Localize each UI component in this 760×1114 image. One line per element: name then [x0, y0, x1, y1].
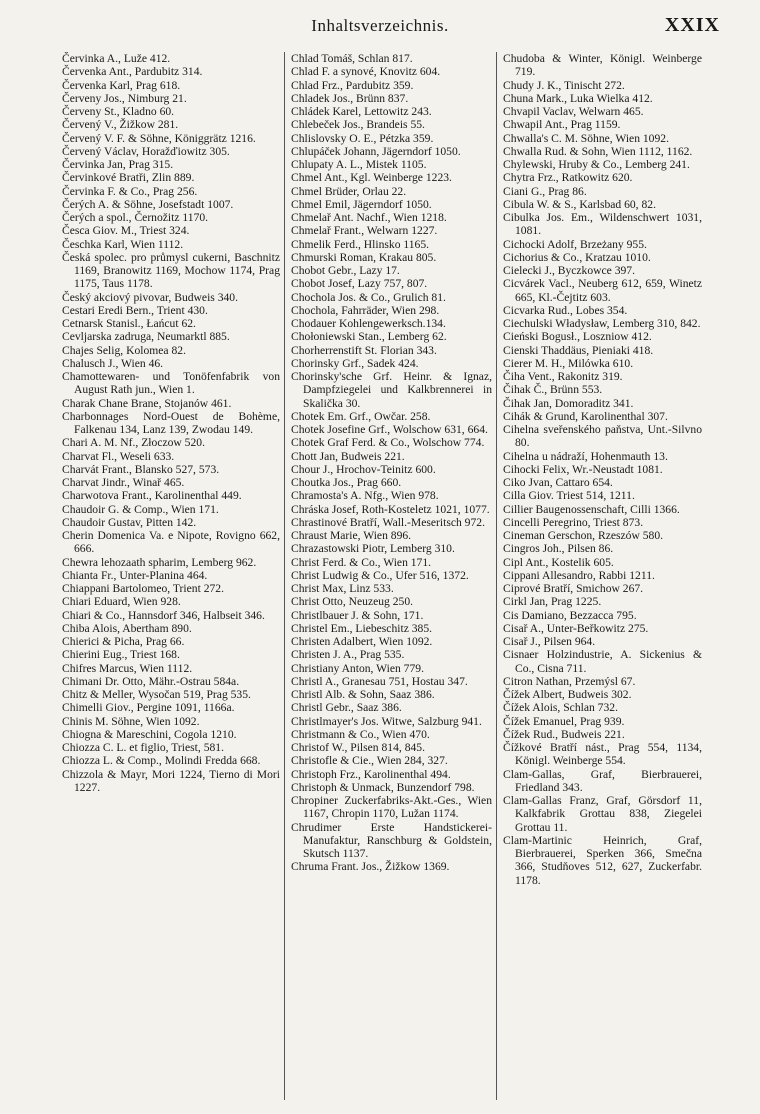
- index-entry: Čihak Jan, Domoraditz 341.: [503, 396, 634, 410]
- index-entry: Cisnaer Holzindustrie, A. Sickenius & Co., Cisna 711.: [503, 648, 702, 675]
- index-entry: Christ Ludwig & Co., Ufer 516, 1372.: [291, 568, 469, 582]
- index-entry: Chamottewaren- und Tonöfenfabrik von August Rath jun., Wien 1.: [62, 370, 280, 397]
- index-entry: Chobot Josef, Lazy 757, 807.: [291, 277, 428, 291]
- index-entry: Čížek Alois, Schlan 732.: [503, 701, 618, 715]
- index-entry: Cibula W. & S., Karlsbad 60, 82.: [503, 197, 656, 211]
- index-entry: Chorinsky'sche Grf. Heinr. & Ignaz, Dampfziegelei und Kalkbrennerei in Skalička 30.: [291, 370, 492, 410]
- index-entry: Čížkové Bratří nást., Prag 554, 1134, Königl. Weinberge 554.: [503, 741, 702, 768]
- index-entry: Charbonnages Nord-Ouest de Bohème, Falkenau 134, Lanz 139, Zwodau 149.: [62, 409, 280, 436]
- index-entry: Chramosta's A. Nfg., Wien 978.: [291, 489, 439, 503]
- index-entry: Červený V., Žižkow 281.: [62, 118, 179, 132]
- index-entry: Cipl Ant., Kostelik 605.: [503, 555, 614, 569]
- index-entry: Cherin Domenica Va. e Nipote, Rovigno 662, 666.: [62, 529, 280, 556]
- index-entry: Chiozza C. L. et figlio, Triest, 581.: [62, 741, 224, 754]
- index-entry: Česca Giov. M., Triest 324.: [62, 224, 190, 238]
- index-entry: Česká spolec. pro průmysl cukerni, Baschnitz 1169, Branowitz 1169, Mochow 1174, Prag 1175, Taus 1178.: [62, 250, 280, 291]
- index-entry: Chewra lehozaath spharim, Lemberg 962.: [62, 555, 257, 569]
- index-entry: Cichorius & Co., Kratzau 1010.: [503, 250, 651, 264]
- index-entry: Červeny Jos., Nimburg 21.: [62, 91, 187, 105]
- index-entry: Chwapil Ant., Prag 1159.: [503, 118, 621, 132]
- index-entry: Chmelař Frant., Welwarn 1227.: [291, 224, 438, 238]
- index-entry: Chruma Frant. Jos., Žižkow 1369.: [291, 860, 450, 874]
- index-entry: Chianta Fr., Unter-Planina 464.: [62, 568, 208, 582]
- index-entry: Chott Jan, Budweis 221.: [291, 449, 405, 463]
- index-entry: Chiba Alois, Abertham 890.: [62, 621, 192, 635]
- index-entry: Christen J. A., Prag 535.: [291, 648, 405, 662]
- index-entry: Chobot Gebr., Lazy 17.: [291, 264, 400, 277]
- index-entry: Český akciový pivovar, Budweis 340.: [62, 290, 238, 304]
- index-entry: Chrastinové Bratří, Wall.-Meseritsch 972.: [291, 515, 485, 529]
- index-entry: Christlbauer J. & Sohn, 171.: [291, 608, 424, 622]
- index-entry: Cienski Thaddäus, Pieniaki 418.: [503, 343, 654, 357]
- index-entry: Chaudoir Gustav, Pitten 142.: [62, 515, 197, 529]
- index-entry: Christof W., Pilsen 814, 845.: [291, 741, 425, 754]
- index-entry: Christoph Frz., Karolinenthal 494.: [291, 767, 451, 781]
- index-entry: Cirkl Jan, Prag 1225.: [503, 595, 602, 609]
- index-entry: Chizzola & Mayr, Mori 1224, Tierno di Mori 1227.: [62, 767, 280, 794]
- index-entry: Chráska Josef, Roth-Kosteletz 1021, 1077.: [291, 502, 490, 516]
- index-entry: Chołoniewski Stan., Lemberg 62.: [291, 330, 447, 344]
- index-entry: Christmann & Co., Wien 470.: [291, 727, 430, 741]
- index-entry: Cibulka Jos. Em., Wildenschwert 1031, 1081.: [503, 211, 702, 238]
- index-entry: Chalusch J., Wien 46.: [62, 356, 164, 370]
- index-entry: Christel Em., Liebeschitz 385.: [291, 621, 433, 635]
- index-entry: Cihelna u nádraží, Hohenmauth 13.: [503, 449, 668, 463]
- index-entry: Ciko Jvan, Cattaro 654.: [503, 476, 613, 489]
- index-entry: Cilla Giov. Triest 514, 1211.: [503, 489, 635, 503]
- index-entry: Chari A. M. Nf., Złoczow 520.: [62, 436, 205, 450]
- index-entry: Cincelli Peregrino, Triest 873.: [503, 515, 644, 529]
- index-entry: Čížek Albert, Budweis 302.: [503, 688, 632, 701]
- index-entry: Christ Max, Linz 533.: [291, 582, 394, 595]
- index-entry: Charvát Frant., Blansko 527, 573.: [62, 462, 220, 476]
- index-entry: Chour J., Hrochov-Teinitz 600.: [291, 462, 436, 476]
- index-entry: Ciprové Bratří, Smichow 267.: [503, 582, 644, 595]
- index-entry: Chropiner Zuckerfabriks-Akt.-Ges., Wien 1167, Chropin 1170, Lužan 1174.: [291, 794, 492, 821]
- index-entry: Cippani Allesandro, Rabbi 1211.: [503, 568, 655, 582]
- index-entry: Charvat Jindr., Winař 465.: [62, 476, 185, 489]
- index-entry: Chiappani Bartolomeo, Trient 272.: [62, 582, 224, 595]
- index-entry: Chiozza L. & Comp., Molindi Fredda 668.: [62, 754, 261, 768]
- index-entry: Cicvarka Rud., Lobes 354.: [503, 303, 628, 317]
- index-entry: Christlmayer's Jos. Witwe, Salzburg 941.: [291, 714, 482, 728]
- index-entry: Christl Gebr., Saaz 386.: [291, 701, 402, 715]
- index-entry: Cetnarsk Stanisl., Łańcut 62.: [62, 317, 196, 330]
- index-entry: Chmelař Ant. Nachf., Wien 1218.: [291, 211, 447, 224]
- index-entry: Chodauer Kohlengewerksch.134.: [291, 317, 446, 330]
- index-entry: Chraust Marie, Wien 896.: [291, 529, 412, 542]
- index-entry: Christ Ferd. & Co., Wien 171.: [291, 555, 432, 569]
- index-entry: Chlad Frz., Pardubitz 359.: [291, 78, 414, 92]
- index-entry: Chmel Brüder, Orlau 22.: [291, 184, 407, 198]
- index-entry: Chiari Eduard, Wien 928.: [62, 595, 181, 609]
- index-entry: Chlad F. a synové, Knovitz 604.: [291, 65, 441, 79]
- index-entry: Chmel Ant., Kgl. Weinberge 1223.: [291, 171, 452, 185]
- index-entry: Chvapil Vaclav, Welwarn 465.: [503, 105, 644, 118]
- index-entry: Chylewski, Hruby & Co., Lemberg 241.: [503, 158, 690, 171]
- index-entry: Christofle & Cie., Wien 284, 327.: [291, 754, 448, 768]
- index-entry: Cihák & Grund, Karolinenthal 307.: [503, 409, 668, 423]
- index-entry: Chytra Frz., Ratkowitz 620.: [503, 171, 633, 185]
- index-entry: Chuna Mark., Luka Wielka 412.: [503, 91, 653, 105]
- index-entry: Christl A., Granesau 751, Hostau 347.: [291, 674, 468, 688]
- index-entry: Chlupáček Johann, Jägerndorf 1050.: [291, 144, 461, 158]
- index-entry: Chlad Tomáš, Schlan 817.: [291, 52, 413, 65]
- index-entry: Chimani Dr. Otto, Mähr.-Ostrau 584a.: [62, 674, 240, 688]
- index-entry: Chwalla's C. M. Söhne, Wien 1092.: [503, 131, 669, 145]
- index-entry: Cihelna sveřenského paňstva, Unt.-Silvno 80.: [503, 423, 702, 450]
- index-entry: Charwotova Frant., Karolinenthal 449.: [62, 489, 242, 503]
- index-entry: Čížek Emanuel, Prag 939.: [503, 714, 625, 728]
- index-entry: Cicvárek Vacl., Neuberg 612, 659, Winetz 665, Kl.-Čejtitz 603.: [503, 277, 702, 304]
- index-entry: Chudy J. K., Tinischt 272.: [503, 78, 625, 92]
- index-entry: Chotek Em. Grf., Owčar. 258.: [291, 409, 431, 423]
- index-entry: Čerých A. & Söhne, Josefstadt 1007.: [62, 197, 234, 211]
- page-header: [0, 12, 760, 40]
- index-entry: Červinka Jan, Prag 315.: [62, 158, 174, 171]
- index-entry: Chierici & Picha, Prag 66.: [62, 635, 185, 648]
- index-entry: Cieński Bogusł., Loszniow 412.: [503, 330, 652, 344]
- index-entry: Chifres Marcus, Wien 1112.: [62, 661, 193, 675]
- index-entry: Cingros Joh., Pilsen 86.: [503, 542, 614, 556]
- index-entry: Cillier Baugenossenschaft, Cilli 1366.: [503, 502, 680, 516]
- index-entry: Chlebeček Jos., Brandeis 55.: [291, 118, 425, 132]
- index-column-3: [496, 52, 706, 1100]
- index-entry: Christl Alb. & Sohn, Saaz 386.: [291, 688, 435, 701]
- index-entry: Chochola, Fahrräder, Wien 298.: [291, 303, 440, 317]
- index-entry: Chmelik Ferd., Hlinsko 1165.: [291, 237, 430, 251]
- index-entry: Chitz & Meller, Wysočan 519, Prag 535.: [62, 688, 251, 701]
- index-entry: Chladek Jos., Brünn 837.: [291, 91, 409, 105]
- index-entry: Cierer M. H., Milówka 610.: [503, 356, 634, 370]
- index-entry: Christen Adalbert, Wien 1092.: [291, 635, 433, 648]
- index-entry: Clam-Gallas, Graf, Bierbrauerei, Friedland 343.: [503, 767, 702, 794]
- index-entry: Chorinsky Grf., Sadek 424.: [291, 356, 419, 370]
- index-entry: Chládek Karel, Lettowitz 243.: [291, 105, 432, 118]
- index-entry: Chiogna & Mareschini, Cogola 1210.: [62, 727, 237, 741]
- index-entry: Chajes Selig, Kolomea 82.: [62, 343, 186, 357]
- index-entry: Cis Damiano, Bezzacca 795.: [503, 608, 637, 622]
- index-entry: Čiha Vent., Rakonitz 319.: [503, 370, 623, 383]
- index-entry: Chudoba & Winter, Königl. Weinberge 719.: [503, 52, 702, 79]
- index-entry: Choutka Jos., Prag 660.: [291, 476, 402, 489]
- index-entry: Červinkové Bratři, Zlin 889.: [62, 171, 195, 185]
- index-entry: Čížek Rud., Budweis 221.: [503, 727, 625, 741]
- index-entry: Chrazastowski Piotr, Lemberg 310.: [291, 542, 455, 556]
- index-entry: Chlislovsky O. E., Pétzka 359.: [291, 131, 434, 145]
- index-entry: Clam-Martinic Heinrich, Graf, Bierbrauerei, Sperken 366, Smečna 366, Studňoves 512, 627, Zuckerfabr. 1178.: [503, 833, 702, 887]
- index-entry: Cisař A., Unter-Beřkowitz 275.: [503, 621, 649, 635]
- index-entry: Ciani G., Prag 86.: [503, 184, 587, 198]
- index-entry: Christ Otto, Neuzeug 250.: [291, 595, 414, 609]
- index-entry: Cielecki J., Byczkowce 397.: [503, 264, 636, 277]
- index-entry: Christiany Anton, Wien 779.: [291, 661, 424, 675]
- index-entry: Chorherrenstift St. Florian 343.: [291, 343, 437, 357]
- index-entry: Chinis M. Söhne, Wien 1092.: [62, 714, 200, 728]
- index-entry: Chaudoir G. & Comp., Wien 171.: [62, 502, 219, 516]
- index-entry: Chimelli Giov., Pergine 1091, 1166a.: [62, 701, 235, 715]
- page-number: XXIX: [664, 14, 720, 36]
- index-entry: Čerých a spol., Černožitz 1170.: [62, 211, 209, 224]
- index-entry: Chierini Eug., Triest 168.: [62, 648, 180, 662]
- index-entry: Červenka Karl, Prag 618.: [62, 78, 181, 92]
- index-entry: Cisař J., Pilsen 964.: [503, 635, 596, 648]
- index-entry: Červeny St., Kladno 60.: [62, 105, 175, 118]
- index-entry: Červený Václav, Horažďiowitz 305.: [62, 144, 230, 158]
- index-entry: Chotek Josefine Grf., Wolschow 631, 664.: [291, 423, 488, 436]
- index-entry: Červený V. F. & Söhne, Königgrätz 1216.: [62, 131, 256, 145]
- index-entry: Chotek Graf Ferd. & Co., Wolschow 774.: [291, 436, 485, 450]
- index-entry: Cevljarska zadruga, Neumarktl 885.: [62, 330, 230, 344]
- index-entry: Cineman Gerschon, Rzeszów 580.: [503, 529, 664, 542]
- index-entry: Clam-Gallas Franz, Graf, Görsdorf 11, Kalkfabrik Grottau 838, Ziegelei Grottau 11.: [503, 794, 702, 834]
- index-column-2: [284, 52, 496, 1100]
- index-entry: Cichocki Adolf, Brzeżany 955.: [503, 237, 647, 251]
- index-entry: Charvat Fl., Weseli 633.: [62, 449, 175, 463]
- index-column-1: [62, 52, 284, 1100]
- index-columns: [62, 52, 706, 1102]
- index-entry: Chmel Emil, Jägerndorf 1050.: [291, 197, 432, 211]
- index-entry: Čihak Č., Brünn 553.: [503, 383, 603, 397]
- index-entry: Chiari & Co., Hannsdorf 346, Halbseit 346.: [62, 608, 265, 622]
- index-entry: Cestari Eredi Bern., Trient 430.: [62, 303, 208, 317]
- index-entry: Chochola Jos. & Co., Grulich 81.: [291, 290, 446, 304]
- index-entry: Charak Chane Brane, Stojanów 461.: [62, 396, 232, 410]
- index-entry: Ciechulski Władysław, Lemberg 310, 842.: [503, 317, 701, 330]
- index-entry: Chwalla Rud. & Sohn, Wien 1112, 1162.: [503, 144, 693, 158]
- index-entry: Chmurski Roman, Krakau 805.: [291, 250, 437, 264]
- index-entry: Chrudimer Erste Handstickerei-Manufaktur, Ranschburg & Goldstein, Skutsch 1137.: [291, 820, 492, 860]
- index-entry: Chlupaty A. L., Mistek 1105.: [291, 158, 427, 171]
- index-entry: Česchka Karl, Wien 1112.: [62, 237, 184, 251]
- index-entry: Cihocki Felix, Wr.-Neustadt 1081.: [503, 462, 663, 476]
- running-title: Inhaltsverzeichnis.: [311, 16, 449, 35]
- index-entry: Červenka Ant., Pardubitz 314.: [62, 65, 203, 79]
- index-entry: Červinka A., Luže 412.: [62, 52, 171, 65]
- index-entry: Citron Nathan, Przemýsl 67.: [503, 674, 636, 688]
- index-entry: Červinka F. & Co., Prag 256.: [62, 184, 198, 198]
- index-entry: Christoph & Unmack, Bunzendorf 798.: [291, 780, 475, 794]
